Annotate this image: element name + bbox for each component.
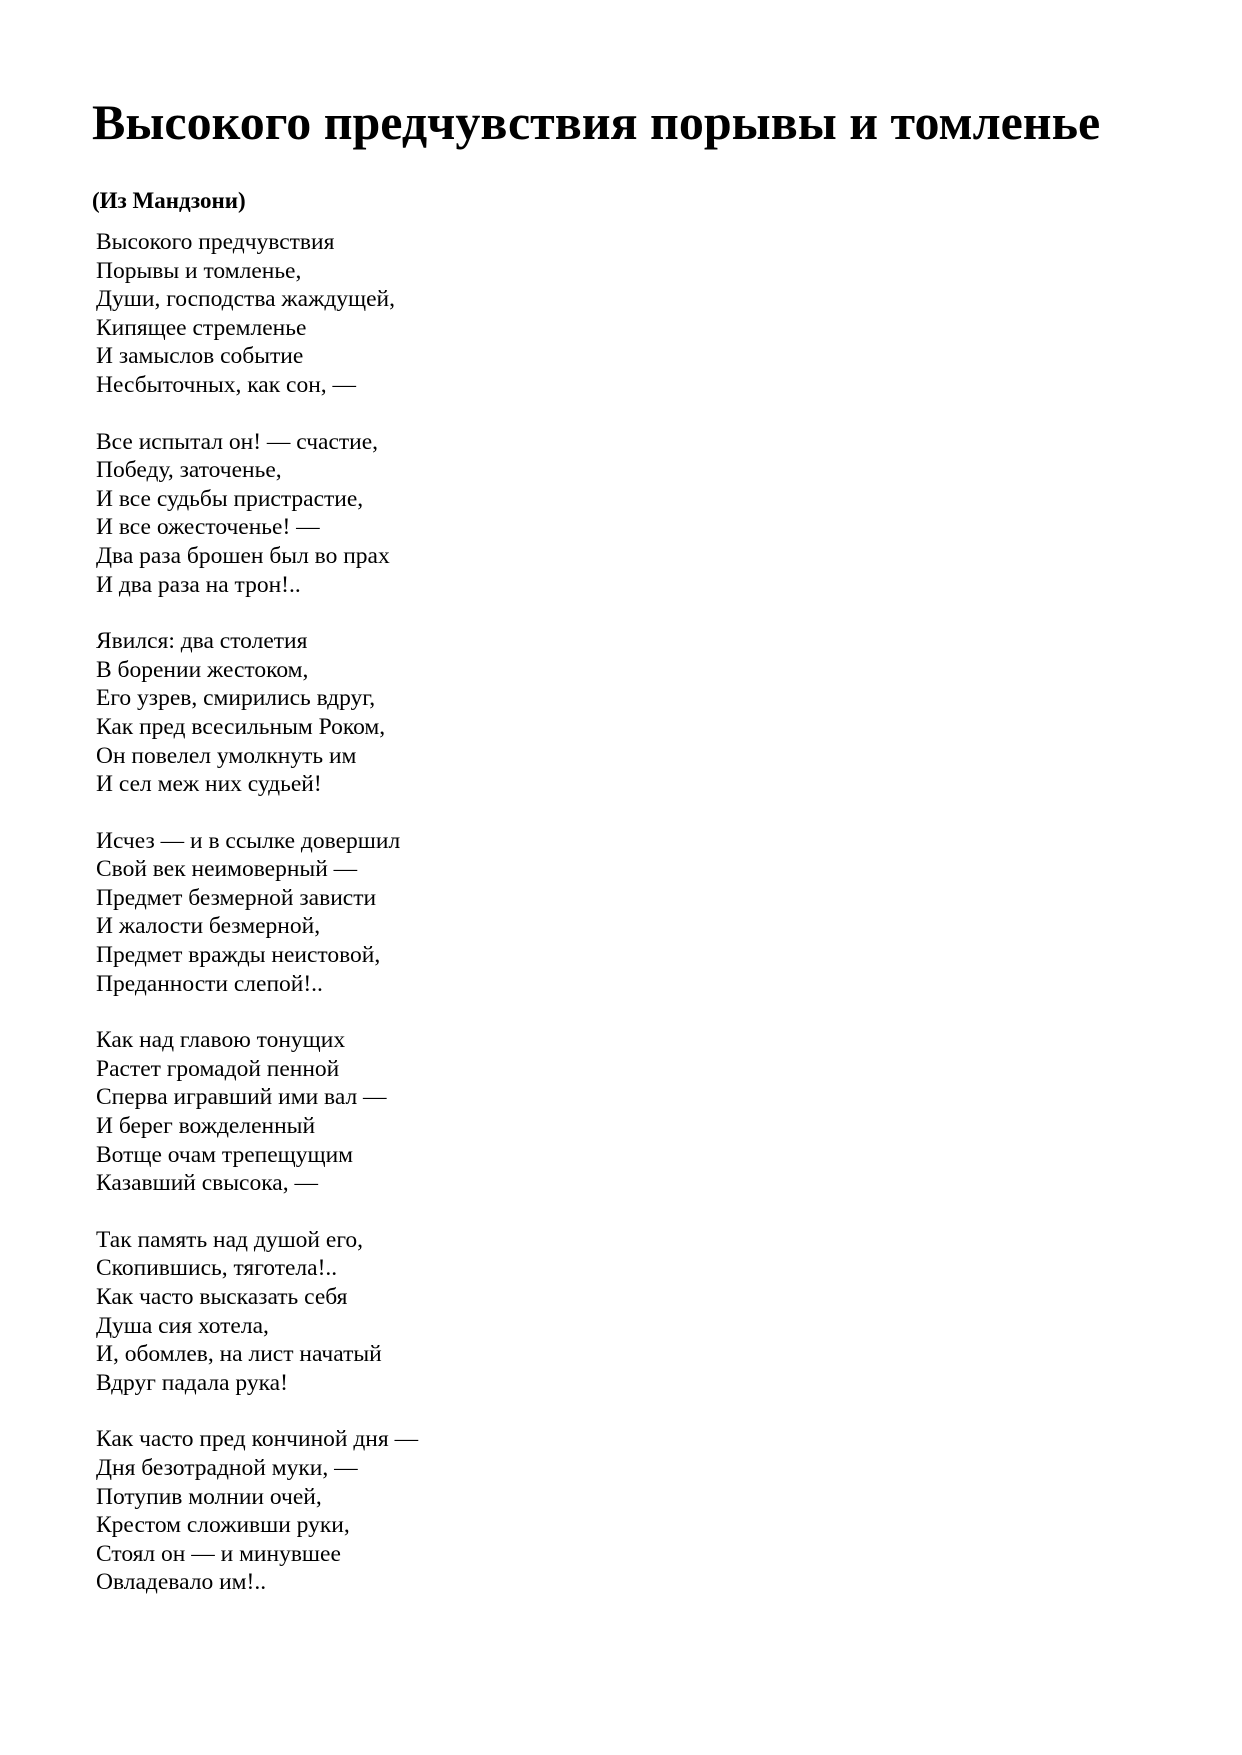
poem-line: Сперва игравший ими вал — [96,1084,387,1111]
poem-line: И два раза на трон!.. [96,571,301,598]
poem-line: И берег вожделенный [96,1113,316,1140]
poem-line: Стоял он — и минувшее [96,1540,341,1567]
poem-line: Два раза брошен был во прах [96,542,390,569]
stanza-2 [96,428,418,600]
poem-line: И сел меж них судьей! [96,771,322,798]
poem-line: Предмет безмерной зависти [96,884,377,911]
poem-line: Порывы и томленье, [96,257,302,284]
poem-line: Дня безотрадной муки, — [96,1454,358,1481]
stanza-6 [96,1226,418,1398]
poem-line: Высокого предчувствия [96,229,335,255]
poem-line: Души, господства жаждущей, [96,286,396,313]
poem-line: Растет громадой пенной [96,1055,340,1082]
poem-line: Как часто высказать себя [96,1284,348,1310]
poem-title: Высокого предчувствия порывы и томленье [92,94,1101,150]
poem-line: Как над главою тонущих [96,1027,346,1054]
stanza-4 [96,827,418,999]
poem-line: В борении жестоком, [96,656,309,683]
poem-line: Предмет вражды неистовой, [96,942,381,969]
poem-line: Крестом сложивши руки, [96,1512,350,1539]
poem-line: Как часто пред кончиной дня — [96,1426,419,1453]
poem-line: Кипящее стремленье [96,314,307,341]
stanza-1 [96,228,418,400]
poem-line: Преданности слепой!.. [96,970,323,997]
poem-subtitle: (Из Мандзони) [92,188,246,213]
poem-line: Исчез — и в ссылке довершил [96,827,401,854]
poem-body [96,228,418,1625]
poem-line: Как пред всесильным Роком, [96,713,386,740]
poem-line: Душа сия хотела, [96,1312,269,1339]
poem-line: Так память над душой его, [96,1226,363,1253]
stanza-7 [96,1425,418,1597]
stanza-5 [96,1026,418,1198]
poem-line: И все ожесточенье! — [96,514,320,541]
poem-line: И все судьбы пристрастие, [96,485,364,512]
poem-line: Свой век неимоверный — [96,856,358,883]
poem-line: Вотще очам трепещущим [96,1141,354,1168]
poem-line: Овладевало им!.. [96,1569,267,1596]
poem-line: Явился: два столетия [96,628,308,655]
poem-line: И, обомлев, на лист начатый [96,1341,382,1368]
poem-line: Победу, заточенье, [96,457,282,484]
stanza-3 [96,627,418,799]
poem-line: Он повелел умолкнуть им [96,742,357,769]
poem-line: Несбыточных, как сон, — [96,371,357,398]
poem-line: Скопившись, тяготела!.. [96,1255,338,1282]
poem-line: И жалости безмерной, [96,913,321,940]
poem-line: Потупив молнии очей, [96,1483,322,1510]
poem-line: Казавший свысока, — [96,1170,318,1197]
poem-line: Все испытал он! — счастие, [96,428,379,455]
poem-line: И замыслов событие [96,343,304,370]
poem-line: Его узрев, смирились вдруг, [96,685,376,712]
poem-line: Вдруг падала рука! [96,1369,288,1396]
